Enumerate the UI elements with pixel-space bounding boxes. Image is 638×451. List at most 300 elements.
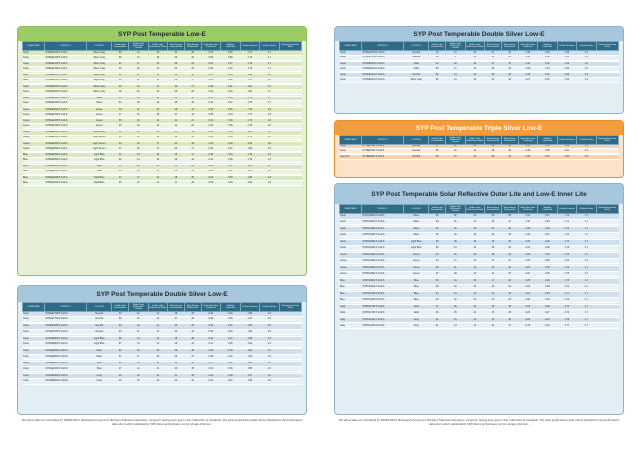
data-table	[22, 302, 302, 385]
table-cell: 25	[446, 239, 466, 245]
table-cell: 38	[168, 312, 185, 317]
table-cell: 0.30	[221, 366, 241, 371]
column-header: Shading Coefficient	[221, 42, 241, 51]
table-cell: Clear	[23, 312, 45, 317]
table-cell: 20	[168, 379, 185, 384]
table-cell: 43	[112, 373, 129, 378]
table-cell: 0.45	[221, 107, 241, 112]
table-cell: 1.6	[577, 51, 597, 56]
table-cell: 1.7	[577, 265, 597, 271]
table-cell: SYRTE5001T-G10-6	[362, 214, 404, 220]
table-cell: 1.67	[240, 373, 260, 378]
table-cell: SYDEE6806T-G10-6	[45, 336, 87, 341]
table-cell: 23	[184, 164, 201, 169]
table-cell: 12	[129, 107, 149, 112]
table-cell: 0.29	[201, 164, 221, 169]
table-cell: Gray	[404, 323, 429, 329]
table-cell: 1.80	[240, 90, 260, 95]
table-cell: 29	[485, 145, 502, 149]
table-cell: 0.28	[518, 73, 538, 78]
table-cell: 26	[129, 96, 149, 101]
table-cell: 0.28	[221, 373, 241, 378]
table-cell: Clear	[23, 62, 45, 67]
table-cell: 0.24	[201, 373, 221, 378]
table-cell: 15	[465, 284, 485, 290]
table-cell: 41	[112, 153, 129, 158]
table-cell: 16	[148, 101, 168, 106]
table-cell: SYBEE2906T-G10-6	[45, 164, 87, 169]
table-cell: Green	[23, 119, 45, 124]
table-cell: 1.8	[260, 135, 280, 140]
table-cell: 0.51	[201, 51, 221, 56]
table-cell: 1.64	[557, 78, 577, 83]
table-cell: 16	[184, 130, 201, 135]
table-cell: 0.28	[201, 169, 221, 174]
table-cell: Clear	[23, 342, 45, 347]
table-cell: 19	[168, 169, 185, 174]
table-header-row	[340, 205, 619, 214]
table-cell: Neutral	[87, 317, 112, 322]
table-cell: Clear	[340, 232, 362, 238]
table-cell: 30	[429, 278, 446, 284]
table-cell: Gold	[340, 304, 362, 310]
table-cell: Gold	[404, 304, 429, 310]
column-header: U-Value Winter	[577, 205, 597, 214]
table-cell: 1.7	[577, 239, 597, 245]
table-cell: 1.76	[557, 297, 577, 303]
table-cell: 36	[184, 361, 201, 366]
table-cell: Blue	[404, 278, 429, 284]
table-cell: SYRTE2401T-G10-6	[362, 291, 404, 297]
table-cell: 14	[465, 214, 485, 220]
table-cell: 0.33	[221, 164, 241, 169]
table-cell: SYRTE3401T-G10-6	[362, 252, 404, 258]
table-cell: 21	[446, 219, 466, 225]
column-header: U-Value Winter	[260, 303, 280, 312]
table-header-row	[23, 42, 302, 51]
table-cell: SYBEE2006T-G10-6	[45, 107, 87, 112]
table-cell: 1.75	[557, 252, 577, 258]
table-cell: 30	[485, 155, 502, 159]
table-cell: 0.26	[518, 252, 538, 258]
table-cell: 13	[465, 291, 485, 297]
table-cell: 1.5	[577, 149, 597, 153]
table-cell: 1.81	[240, 85, 260, 90]
table-cell: 0.25	[518, 278, 538, 284]
table-cell: 12	[129, 324, 149, 329]
table-cell: 33	[168, 324, 185, 329]
table-cell: 29	[501, 245, 518, 251]
table-cell: 0.25	[538, 271, 558, 277]
table-cell: Clear	[23, 379, 45, 384]
table-cell: 1.77	[240, 112, 260, 117]
table-cell: 0.37	[221, 336, 241, 341]
table-cell: 18	[446, 252, 466, 258]
table-cell: 1.78	[240, 158, 260, 163]
table-cell: SYDEE7766T-G10-6	[45, 312, 87, 317]
table-cell: 17	[485, 278, 502, 284]
table-cell: 12	[148, 181, 168, 186]
table-cell: 70	[429, 51, 446, 56]
table-cell: 26	[168, 96, 185, 101]
footnote-left: The above data are calculated by WINDOW6.3 developed at Lawrence Berkeley National Laboratory, except for having been given clear indication of standards. The glass performance data will be finalized by the performance data sheet which submitted by SYP. Above performance are for design reference.	[21, 418, 303, 427]
table-cell: Green	[404, 258, 429, 264]
table-cell: 1.6	[260, 349, 280, 354]
table-cell: 0.33	[201, 96, 221, 101]
table-cell: 0.27	[518, 78, 538, 83]
table-cell: 18	[129, 124, 149, 129]
table-cell: 39	[501, 149, 518, 153]
table-cell: SYBEE2806T-G10-8	[45, 158, 87, 163]
table-cell: 22	[446, 214, 466, 220]
table-cell: SYRTE2201T-G10-8	[362, 323, 404, 329]
table-cell: 0.36	[538, 145, 558, 149]
table-cell: 10	[129, 317, 149, 322]
table-cell: SYBEE1606T-G10-8	[45, 78, 87, 83]
table-cell: Light Blue	[404, 245, 429, 251]
table-cell: 14	[465, 304, 485, 310]
table-cell: 0.28	[538, 245, 558, 251]
table-cell: 1.75	[557, 271, 577, 277]
table-cell: 0.41	[518, 214, 538, 220]
table-cell: 12	[148, 85, 168, 90]
table-cell: 29	[501, 304, 518, 310]
table-cell: 1.76	[240, 96, 260, 101]
table-cell: 13	[148, 164, 168, 169]
table-cell: SYRTE2801T-G10-8	[362, 271, 404, 277]
table-cell: 20	[184, 124, 201, 129]
table-cell: 1.66	[557, 51, 577, 56]
table-cell: 13	[129, 342, 149, 347]
table-cell: 15	[485, 265, 502, 271]
table-cell: 38	[112, 90, 129, 95]
table-cell: SYRTE2801T-G10-6	[362, 265, 404, 271]
table-cell: 13	[129, 55, 149, 60]
table-cell: 21	[429, 323, 446, 329]
table-cell: 1.81	[240, 142, 260, 147]
table-cell: 69	[429, 55, 446, 60]
table-cell: 1.74	[557, 258, 577, 264]
table-cell: 63	[112, 329, 129, 334]
table-cell: 26	[501, 291, 518, 297]
column-header: Visible Light Reflectance Outside	[129, 303, 149, 312]
table-cell: 21	[168, 130, 185, 135]
table-cell: 1.73	[557, 310, 577, 316]
table-cell: 1.64	[557, 62, 577, 67]
table-cell: 0.28	[201, 354, 221, 359]
table-cell: 0.23	[518, 265, 538, 271]
card-double-silver-low-e-left	[17, 285, 307, 415]
table-cell: 0.26	[201, 366, 221, 371]
table-cell: Silver Gray	[87, 85, 112, 90]
table-cell: Green	[340, 258, 362, 264]
table-cell: Silver Gray	[404, 78, 429, 83]
table-cell: 20	[446, 271, 466, 277]
table-cell: 15	[148, 112, 168, 117]
column-header: Solar Heat Gain Coefficient	[518, 42, 538, 51]
table-cell: 48	[112, 107, 129, 112]
table-cell: 24	[168, 142, 185, 147]
table-cell: 50	[429, 214, 446, 220]
table-cell: 1.68	[240, 312, 260, 317]
table-cell: SYBEE1006T-G10-6	[45, 51, 87, 56]
table-cell: 13	[446, 78, 466, 83]
column-header: Solar Heat Gain Coefficient	[518, 136, 538, 145]
table-cell: Light Blue	[87, 342, 112, 347]
table-cell	[596, 323, 618, 329]
table-cell: 0.25	[518, 239, 538, 245]
table-cell	[279, 379, 301, 384]
table-cell	[596, 155, 618, 159]
table-cell: 15	[129, 153, 149, 158]
column-header: Solar Heat Gain Coefficient	[201, 42, 221, 51]
table-cell: Green	[23, 142, 45, 147]
table-cell: SYRTE2601T-G10-8	[362, 245, 404, 251]
table-cell: 25	[168, 158, 185, 163]
table-cell: 13	[148, 342, 168, 347]
table-cell: 0.40	[201, 312, 221, 317]
table-cell: 16	[129, 142, 149, 147]
table-cell: 67	[429, 145, 446, 149]
table-cell: 1.66	[240, 324, 260, 329]
table-cell: 26	[485, 232, 502, 238]
table-cell: Green	[87, 124, 112, 129]
table-cell: 1.8	[260, 146, 280, 151]
card-title: SYP Post Temperable Double Silver Low-E	[18, 286, 306, 302]
table-cell: 1.5	[577, 145, 597, 149]
table-cell: 35	[184, 373, 201, 378]
table-cell: 0.39	[221, 158, 241, 163]
table-cell: 0.20	[518, 297, 538, 303]
table-cell: Blue	[23, 164, 45, 169]
table-cell: 0.41	[221, 85, 241, 90]
table-cell: 19	[148, 73, 168, 78]
table-cell: 21	[168, 373, 185, 378]
table-cell: 23	[501, 271, 518, 277]
column-header: Relative Heat Gain W/m²	[596, 205, 618, 214]
table-cell: 13	[465, 145, 485, 149]
column-header: Visible Light Reflectance Inside	[465, 136, 485, 145]
table-cell: SYDEE5606T-G10-8	[45, 379, 87, 384]
table-cell: 0.30	[201, 124, 221, 129]
table-cell: SYDEE7356T-G10-8	[45, 329, 87, 334]
table-cell: SYDEE6806T-G10-8	[45, 342, 87, 347]
table-cell: 1.76	[240, 55, 260, 60]
table-cell: 1.7	[577, 252, 597, 258]
table-cell: SYDEE7001T-G10-8	[362, 55, 404, 60]
table-cell: SYBEE2006T-G10-8	[45, 112, 87, 117]
table-cell: 1.77	[240, 51, 260, 56]
table-cell: 0.30	[538, 252, 558, 258]
table-cell: 18	[446, 284, 466, 290]
column-header: Visible Light Reflectance Outside	[129, 42, 149, 51]
column-header: PRODUCT	[45, 42, 87, 51]
table-cell: 0.24	[538, 291, 558, 297]
table-cell: 0.32	[518, 155, 538, 159]
table-cell: 14	[465, 62, 485, 67]
table-cell: SYBEE1306T-G10-8	[45, 67, 87, 72]
table-cell: Clear	[23, 354, 45, 359]
column-header: PRODUCT	[362, 205, 404, 214]
table-cell: 1.73	[557, 226, 577, 232]
table-cell: Gray	[340, 323, 362, 329]
table-cell: 0.38	[538, 226, 558, 232]
table-cell: 58	[112, 336, 129, 341]
table-cell: 0.35	[221, 124, 241, 129]
table-cell: 28	[168, 342, 185, 347]
table-cell: 31	[184, 96, 201, 101]
footnote-right: The above data are calculated by WINDOW6.3 developed at Lawrence Berkeley National Laboratory, except for having been given clear indication of standards. The glass performance data will be finalized by the performance data sheet which submitted by SYP. Above performance are for design reference.	[338, 418, 620, 427]
table-cell: SYBEE2406T-G10-8	[45, 135, 87, 140]
table-cell: 11	[148, 324, 168, 329]
table-cell: 34	[429, 252, 446, 258]
table-cell: Blue	[23, 78, 45, 83]
table-cell: 25	[168, 354, 185, 359]
column-header: PRODUCT	[362, 42, 404, 51]
table-cell: 0.29	[538, 239, 558, 245]
table-cell: 14	[446, 323, 466, 329]
table-cell: 1.8	[260, 112, 280, 117]
table-cell: Silver Gray	[87, 90, 112, 95]
table-cell: 1.77	[557, 323, 577, 329]
table-cell: 14	[148, 67, 168, 72]
table-cell: 17	[129, 62, 149, 67]
table-cell: 17	[446, 258, 466, 264]
column-header: Relative Heat Gain W/m²	[279, 42, 301, 51]
table-cell: 0.30	[221, 176, 241, 181]
table-cell: Green	[340, 252, 362, 258]
table-cell: 21	[446, 265, 466, 271]
table-cell	[279, 181, 301, 186]
table-cell: 1.7	[577, 232, 597, 238]
table-cell: 53	[429, 66, 446, 71]
table-cell: Clear	[23, 51, 45, 56]
table-cell: 1.7	[577, 258, 597, 264]
table-cell: 21	[168, 124, 185, 129]
table-cell: 13	[184, 112, 201, 117]
table-cell: 0.44	[538, 55, 558, 60]
table-cell: SYRTE2401T-G10-8	[362, 297, 404, 303]
table-cell: 23	[184, 67, 201, 72]
table-cell: 1.66	[240, 379, 260, 384]
column-header: Solar Energy Transmittance	[485, 205, 502, 214]
table-cell: 0.24	[518, 304, 538, 310]
data-table	[339, 41, 619, 83]
table-cell: 34	[184, 324, 201, 329]
table-cell: 25	[501, 297, 518, 303]
table-cell: 1.79	[240, 153, 260, 158]
table-cell: 19	[148, 153, 168, 158]
table-cell: SYTEE6901T-G10-6	[362, 155, 404, 159]
table-cell: 33	[429, 258, 446, 264]
table-cell: Blue	[87, 361, 112, 366]
table-cell: 14	[148, 124, 168, 129]
table-cell: 59	[112, 51, 129, 56]
card-low-e	[17, 26, 307, 276]
table-cell: Clear	[23, 317, 45, 322]
table-cell: 13	[485, 317, 502, 323]
table-cell: 28	[501, 214, 518, 220]
table-cell: 13	[129, 135, 149, 140]
table-cell: 0.45	[221, 317, 241, 322]
table-cell: 26	[168, 349, 185, 354]
table-cell: 0.35	[201, 85, 221, 90]
table-cell: Blue	[23, 73, 45, 78]
table-cell: 0.38	[201, 112, 221, 117]
table-cell: 1.78	[240, 67, 260, 72]
table-row	[23, 379, 302, 384]
column-header: COLOUR	[404, 205, 429, 214]
table-cell: 13	[465, 73, 485, 78]
table-cell: 14	[129, 51, 149, 56]
table-cell: 1.8	[260, 158, 280, 163]
column-header: U-Value Summer	[557, 205, 577, 214]
column-header: SUBSTRATE	[340, 42, 362, 51]
table-cell: 0.35	[201, 329, 221, 334]
table-cell: 1.78	[240, 107, 260, 112]
table-cell: 1.8	[260, 107, 280, 112]
table-cell: Clear	[340, 226, 362, 232]
table-cell: Light Blue	[87, 336, 112, 341]
table-cell: Silver	[404, 219, 429, 225]
column-header: U-Value Summer	[240, 303, 260, 312]
column-header: Solar Energy Reflectance	[501, 42, 518, 51]
table-cell: 0.33	[201, 142, 221, 147]
table-cell: 26	[184, 90, 201, 95]
table-cell: Blue	[23, 158, 45, 163]
table-cell: Clear	[23, 329, 45, 334]
table-cell: 16	[129, 67, 149, 72]
table-cell: 35	[429, 232, 446, 238]
table-cell: Light Gray	[87, 78, 112, 83]
column-header: COLOUR	[404, 136, 429, 145]
table-cell: 29	[429, 284, 446, 290]
table-cell: 0.28	[538, 304, 558, 310]
table-cell: 1.7	[577, 323, 597, 329]
table-cell: 66	[429, 149, 446, 153]
table-cell: 47	[112, 366, 129, 371]
table-cell: Clear	[340, 51, 362, 56]
table-cell: 0.29	[518, 66, 538, 71]
table-cell: 39	[112, 85, 129, 90]
table-cell: Green	[23, 146, 45, 151]
column-header: Visible Light Reflectance Inside	[465, 42, 485, 51]
table-cell: 0.47	[538, 214, 558, 220]
table-cell: 0.44	[221, 112, 241, 117]
table-cell: 25	[429, 245, 446, 251]
table-cell: 12	[485, 323, 502, 329]
table-cell: 0.27	[221, 379, 241, 384]
table-cell: 1.8	[260, 169, 280, 174]
table-cell: 0.37	[538, 155, 558, 159]
table-cell: 15	[446, 317, 466, 323]
table-cell: Solid	[404, 62, 429, 67]
table-cell: 69	[112, 317, 129, 322]
table-cell: 1.6	[260, 379, 280, 384]
table-cell: 1.82	[240, 164, 260, 169]
table-cell: 13	[465, 258, 485, 264]
table-cell: 1.6	[260, 317, 280, 322]
table-cell: 22	[501, 252, 518, 258]
table-cell: Clear	[23, 55, 45, 60]
table-cell: 33	[112, 135, 129, 140]
table-row	[340, 155, 619, 159]
table-cell: 1.80	[240, 73, 260, 78]
table-cell: 0.29	[201, 349, 221, 354]
table-cell: SYBEE2206T-G10-6	[45, 119, 87, 124]
table-cell: 1.8	[260, 176, 280, 181]
table-cell: 0.36	[221, 342, 241, 347]
